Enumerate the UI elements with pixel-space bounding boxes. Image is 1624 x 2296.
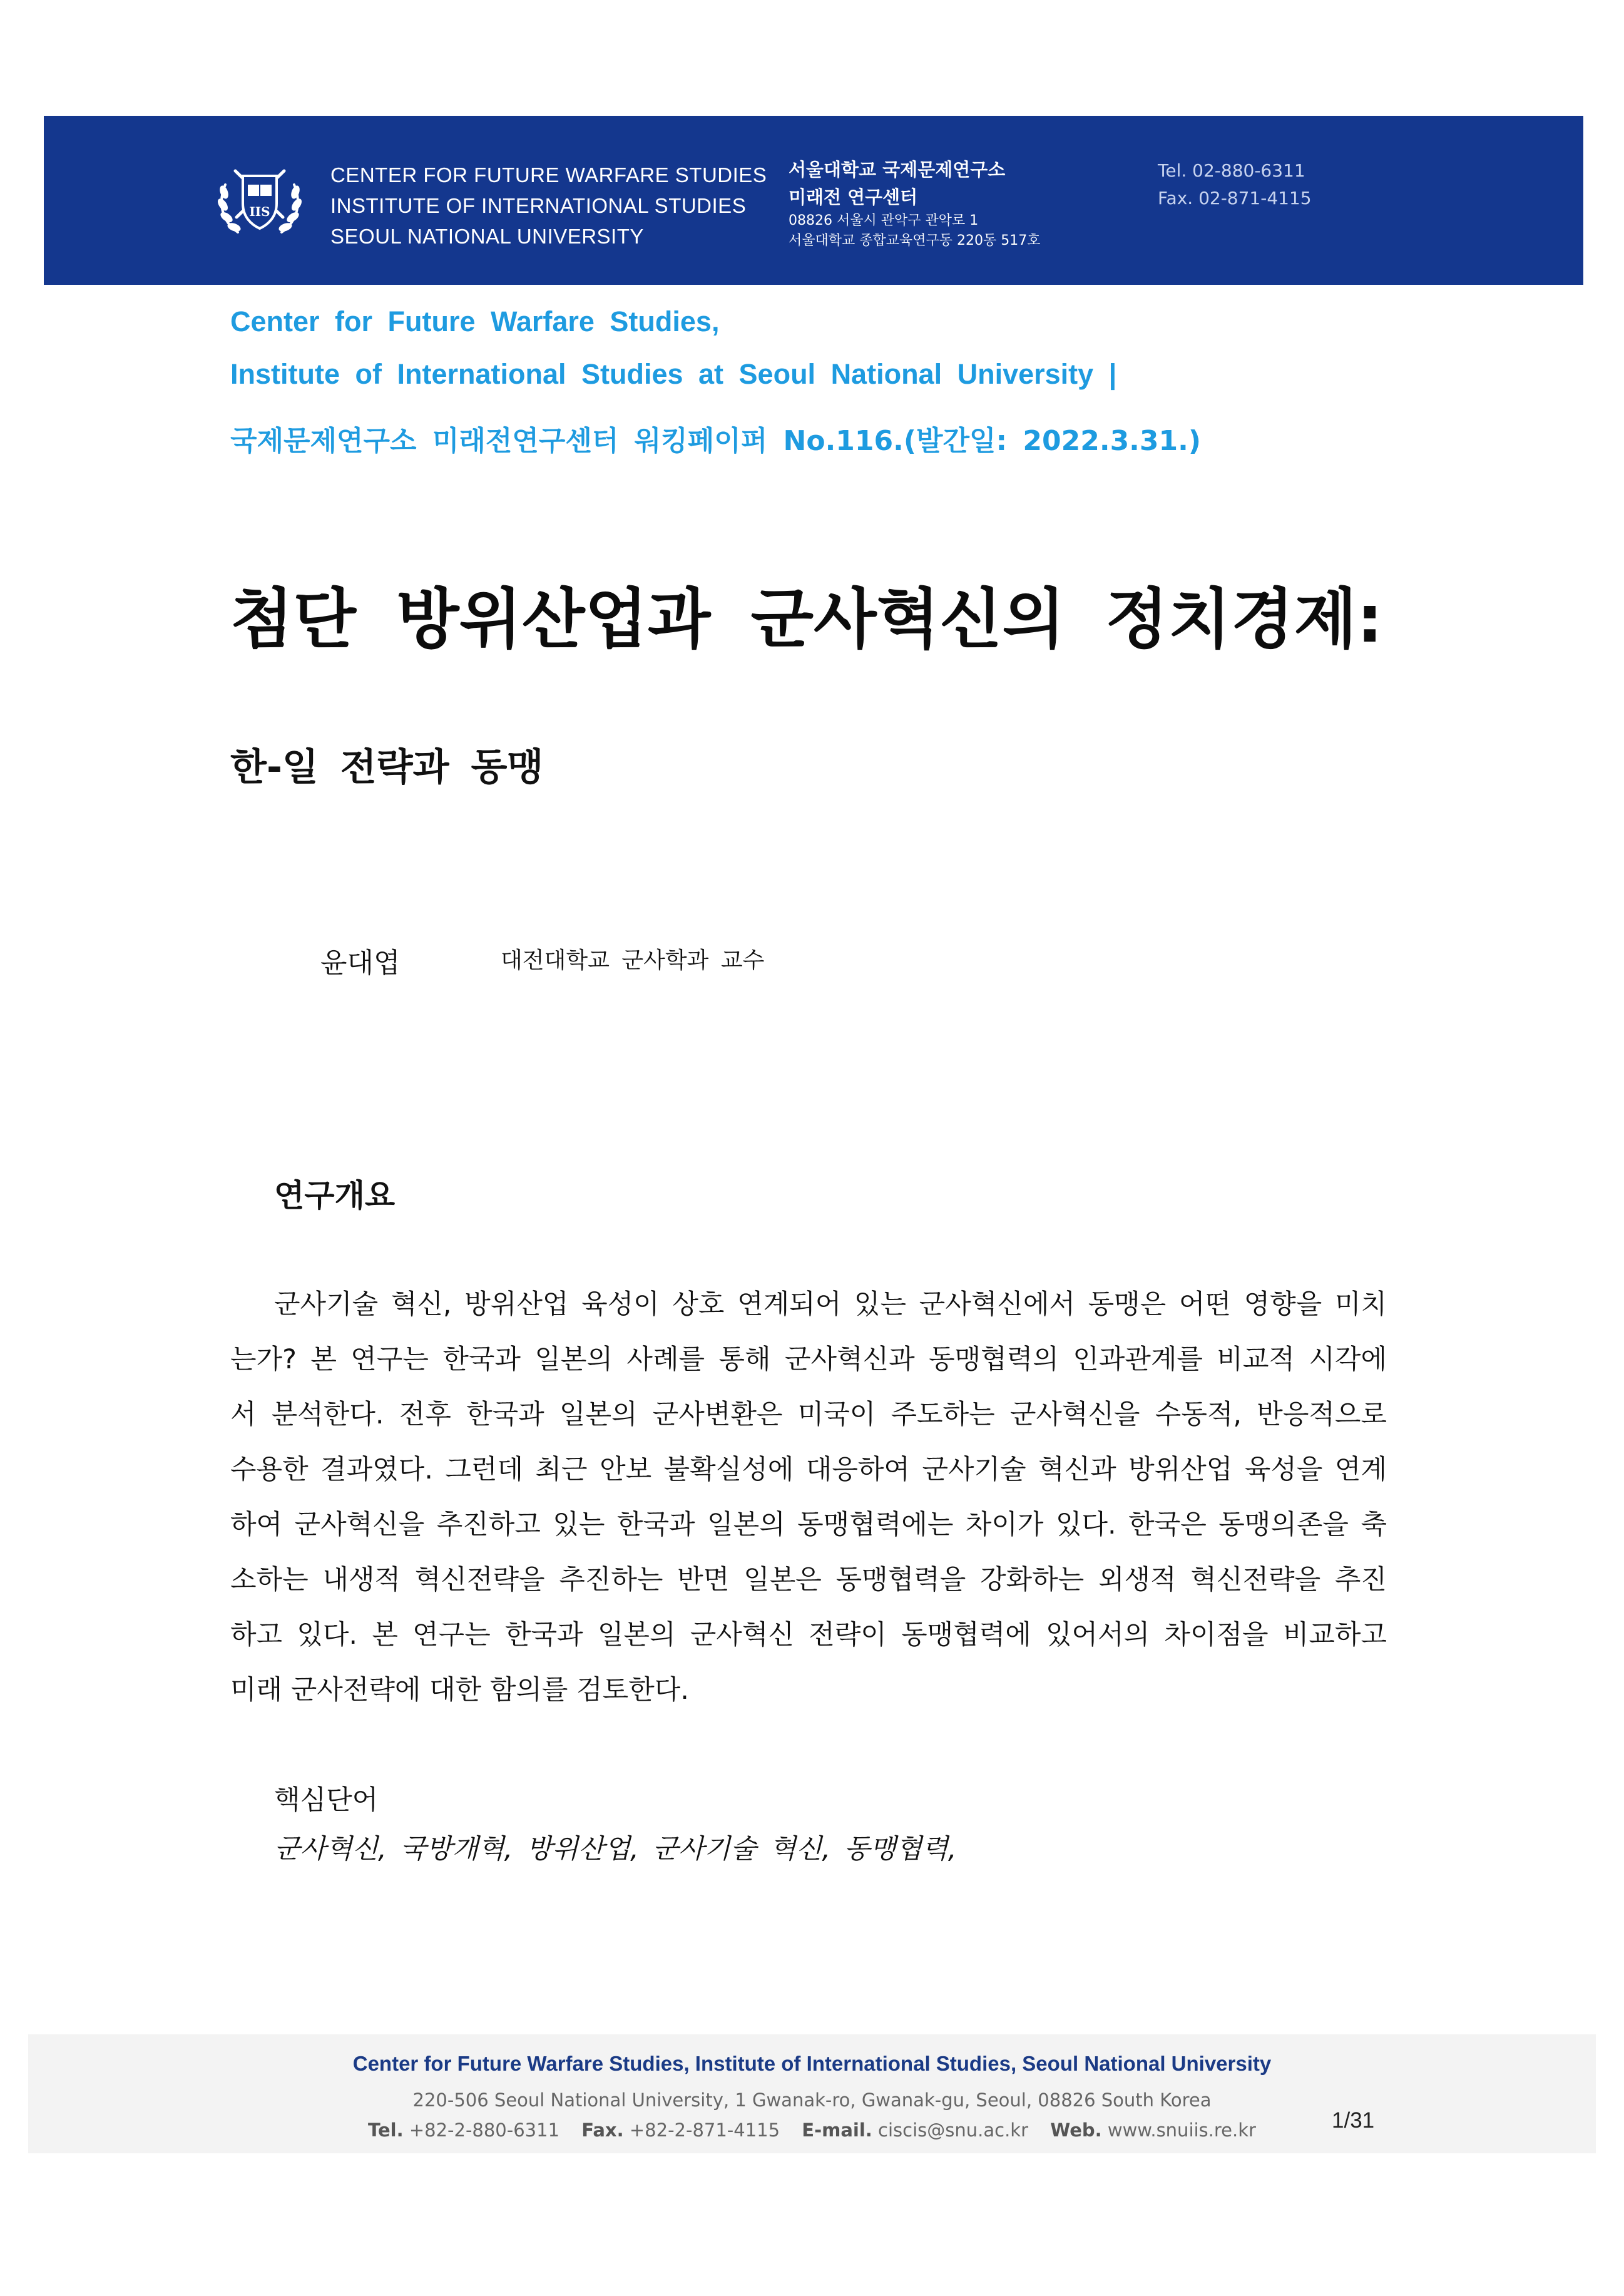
footer-title: Center for Future Warfare Studies, Institute of International Studies, Seoul National University — [352, 2052, 1272, 2075]
header-contact — [1158, 157, 1312, 212]
abstract-line: 는가? 본 연구는 한국과 일본의 사례를 통해 군사혁신과 동맹협력의 인과관계를 비교적 시각에 — [230, 1344, 1387, 1375]
paper-subtitle: 한-일 전략과 동맹 — [230, 746, 544, 789]
center-name-en: CENTER FOR FUTURE WARFARE STUDIES — [330, 163, 767, 187]
header-fax: Fax. 02-871-4115 — [1158, 188, 1312, 208]
footer-tel-label: Tel. — [368, 2119, 404, 2141]
abstract-line: 수용한 결과였다. 그런데 최근 안보 불확실성에 대응하여 군사기술 혁신과 방위산업 육성을 연계 — [230, 1454, 1387, 1485]
address-line-1-ko: 08826 서울시 관악구 관악로 1 — [789, 213, 979, 228]
footer-fax-value: +82-2-871-4115 — [629, 2119, 780, 2141]
abstract-heading: 연구개요 — [274, 1177, 396, 1214]
page-number: 1/31 — [1332, 2108, 1375, 2133]
keywords-label: 핵심단어 — [274, 1785, 379, 1816]
center-name-ko: 미래전 연구센터 — [789, 187, 918, 208]
header-band — [44, 116, 1583, 285]
paper-title: 첨단 방위산업과 군사혁신의 정치경제: — [230, 581, 1383, 657]
abstract-line: 미래 군사전략에 대한 함의를 검토한다. — [230, 1674, 689, 1706]
institute-name-ko: 서울대학교 국제문제연구소 — [789, 159, 1006, 180]
svg-text:IIS: IIS — [249, 204, 270, 219]
abstract-line: 소하는 내생적 혁신전략을 추진하는 반면 일본은 동맹협력을 강화하는 외생적 혁신전략을 추진 — [230, 1564, 1387, 1596]
footer-email-label: E-mail. — [802, 2119, 872, 2141]
series-line-working-paper: 국제문제연구소 미래전연구센터 워킹페이퍼 No.116.(발간일: 2022.3.31.) — [230, 425, 1201, 457]
footer-address: 220-506 Seoul National University, 1 Gwanak-ro, Gwanak-gu, Seoul, 08826 South Korea — [412, 2089, 1212, 2111]
korean-institution-block — [789, 156, 1041, 251]
series-line-institute: Institute of International Studies at Seoul National University | — [230, 358, 1117, 390]
author-affiliation: 대전대학교 군사학과 교수 — [501, 948, 765, 973]
footer-email-link[interactable]: ciscis@snu.ac.kr — [878, 2119, 1029, 2141]
footer-web-label: Web. — [1050, 2119, 1102, 2141]
abstract-line: 하여 군사혁신을 추진하고 있는 한국과 일본의 동맹협력에는 차이가 있다. 한국은 동맹의존을 축 — [230, 1509, 1387, 1540]
university-name-en: SEOUL NATIONAL UNIVERSITY — [330, 225, 644, 248]
abstract-line: 군사기술 혁신, 방위산업 육성이 상호 연계되어 있는 군사혁신에서 동맹은 어떤 영향을 미치 — [274, 1289, 1387, 1320]
keywords-list: 군사혁신, 국방개혁, 방위산업, 군사기술 혁신, 동맹협력, — [274, 1833, 957, 1865]
footer-fax-label: Fax. — [581, 2119, 624, 2141]
footer-tel-value: +82-2-880-6311 — [409, 2119, 560, 2141]
seoul-national-university-emblem-icon — [213, 152, 307, 246]
series-line-center: Center for Future Warfare Studies, — [230, 305, 720, 337]
address-line-2-ko: 서울대학교 종합교육연구동 220동 517호 — [789, 233, 1041, 249]
abstract-line: 하고 있다. 본 연구는 한국과 일본의 군사혁신 전략이 동맹협력에 있어서의 차이점을 비교하고 — [230, 1619, 1387, 1651]
author-name: 윤대엽 — [320, 947, 401, 979]
institute-name-en: INSTITUTE OF INTERNATIONAL STUDIES — [330, 194, 747, 217]
header-tel: Tel. 02-880-6311 — [1158, 160, 1305, 181]
footer-web-link[interactable]: www.snuiis.re.kr — [1107, 2119, 1256, 2141]
english-institution-names — [330, 160, 767, 252]
abstract-line: 서 분석한다. 전후 한국과 일본의 군사변환은 미국이 주도하는 군사혁신을 수동적, 반응적으로 — [230, 1399, 1387, 1430]
footer — [28, 2034, 1596, 2153]
abstract-body — [230, 1277, 1387, 1718]
